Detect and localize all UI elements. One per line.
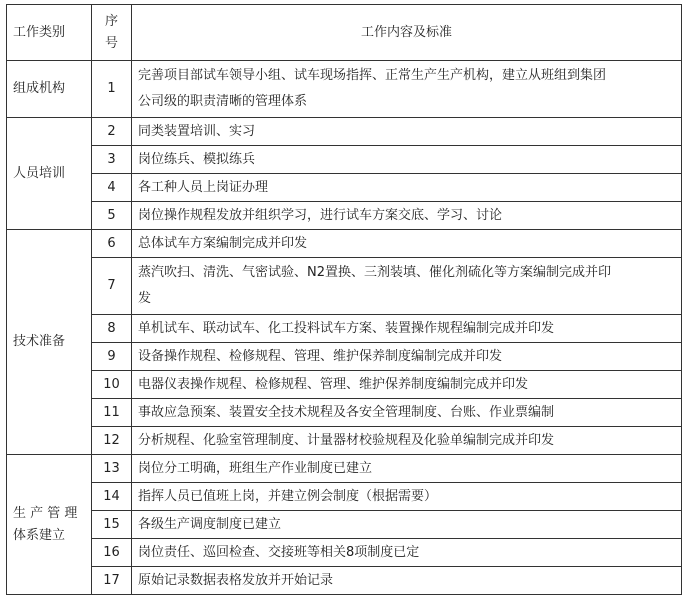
row-number: 8: [92, 315, 132, 343]
table-row: [7, 146, 682, 174]
table-row: [7, 202, 682, 230]
row-number: 14: [92, 483, 132, 511]
row-number: 4: [92, 174, 132, 202]
table-row: [7, 343, 682, 371]
row-number: 5: [92, 202, 132, 230]
row-content: 指挥人员已值班上岗，并建立例会制度（根据需要）: [132, 483, 682, 511]
row-content: 同类装置培训、实习: [132, 118, 682, 146]
table-row: [7, 427, 682, 455]
table-row: [7, 567, 682, 595]
row-number: 3: [92, 146, 132, 174]
row-number: 2: [92, 118, 132, 146]
table-row: [7, 455, 682, 483]
table-row: [7, 258, 682, 315]
row-content: 岗位操作规程发放并组织学习，进行试车方案交底、学习、讨论: [132, 202, 682, 230]
category-cell: 人员培训: [7, 118, 92, 230]
table-row: [7, 230, 682, 258]
row-number: 13: [92, 455, 132, 483]
header-row: [7, 5, 682, 61]
row-number: 15: [92, 511, 132, 539]
table-row: [7, 371, 682, 399]
table-row: [7, 539, 682, 567]
row-number: 16: [92, 539, 132, 567]
row-number: 6: [92, 230, 132, 258]
table-row: [7, 61, 682, 118]
row-content: 蒸汽吹扫、清洗、气密试验、N2置换、三剂装填、催化剂硫化等方案编制完成并印 发: [132, 258, 682, 315]
row-content: 岗位分工明确，班组生产作业制度已建立: [132, 455, 682, 483]
category-cell: 技术准备: [7, 230, 92, 455]
row-content: 原始记录数据表格发放并开始记录: [132, 567, 682, 595]
row-content: 各工种人员上岗证办理: [132, 174, 682, 202]
row-content: 岗位练兵、模拟练兵: [132, 146, 682, 174]
row-number: 7: [92, 258, 132, 315]
table-row: [7, 399, 682, 427]
row-number: 1: [92, 61, 132, 118]
row-number: 10: [92, 371, 132, 399]
work-standards-table: [6, 4, 682, 595]
table-row: [7, 483, 682, 511]
row-content: 总体试车方案编制完成并印发: [132, 230, 682, 258]
row-content: 岗位责任、巡回检查、交接班等相关8项制度已定: [132, 539, 682, 567]
row-number: 17: [92, 567, 132, 595]
row-content: 设备操作规程、检修规程、管理、维护保养制度编制完成并印发: [132, 343, 682, 371]
row-number: 11: [92, 399, 132, 427]
header-number: 序 号: [92, 5, 132, 61]
category-cell: 组成机构: [7, 61, 92, 118]
row-number: 12: [92, 427, 132, 455]
row-content: 事故应急预案、装置安全技术规程及各安全管理制度、台账、作业票编制: [132, 399, 682, 427]
table-row: [7, 118, 682, 146]
table-row: [7, 315, 682, 343]
table-row: [7, 174, 682, 202]
row-content: 电器仪表操作规程、检修规程、管理、维护保养制度编制完成并印发: [132, 371, 682, 399]
header-content: 工作内容及标准: [132, 5, 682, 61]
header-category: 工作类别: [7, 5, 92, 61]
category-cell: 生 产 管 理 体系建立: [7, 455, 92, 595]
table-row: [7, 511, 682, 539]
row-content: 完善项目部试车领导小组、试车现场指挥、正常生产生产机构，建立从班组到集团 公司级的职责清晰的管理体系: [132, 61, 682, 118]
row-number: 9: [92, 343, 132, 371]
row-content: 单机试车、联动试车、化工投料试车方案、装置操作规程编制完成并印发: [132, 315, 682, 343]
row-content: 分析规程、化验室管理制度、计量器材校验规程及化验单编制完成并印发: [132, 427, 682, 455]
row-content: 各级生产调度制度已建立: [132, 511, 682, 539]
